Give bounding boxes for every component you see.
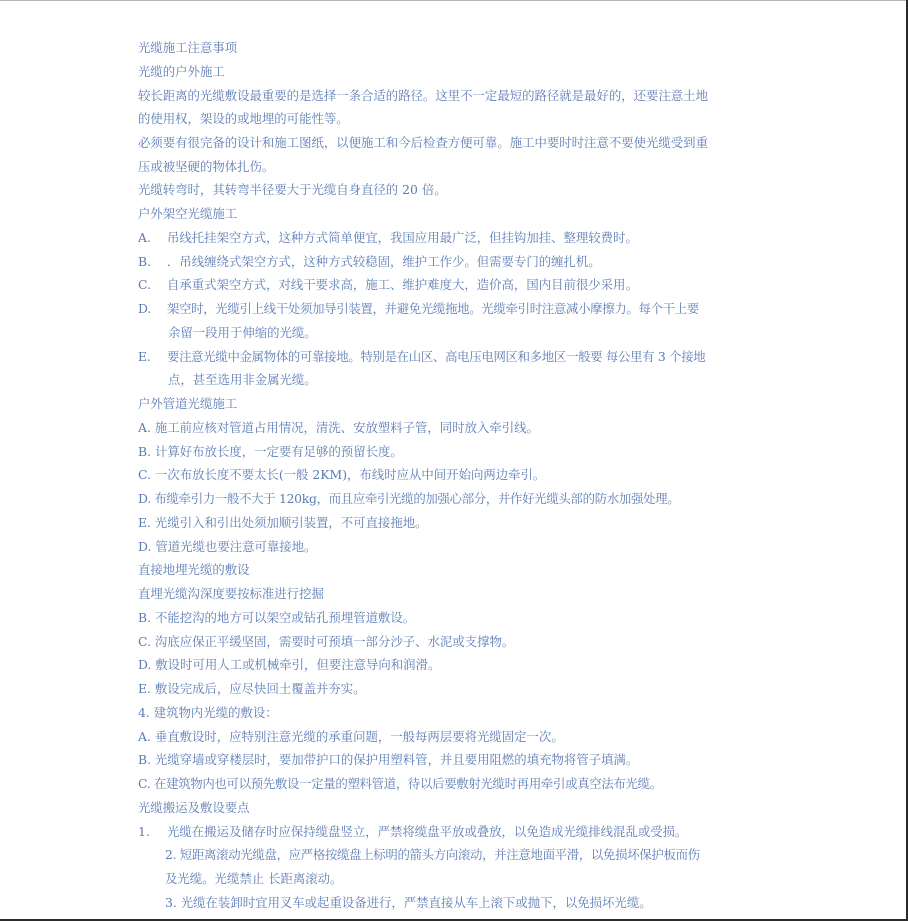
section-heading-outdoor: 光缆的户外施工	[138, 65, 225, 79]
list-marker: B.	[138, 255, 152, 269]
list-marker: A.	[138, 231, 151, 245]
list-line: C. 一次布放长度不要太长(一般 2KM)，布线时应从中间开始向两边牵引。	[138, 468, 546, 482]
list-line: A. 垂直敷设时，应特别注意光缆的承重问题，一般每两层要将光缆固定一次。	[138, 730, 564, 744]
list-line: B. 计算好布放长度，一定要有足够的预留长度。	[138, 445, 403, 459]
list-item	[138, 350, 778, 364]
list-item	[138, 278, 778, 292]
section-heading-buried: 直接地埋光缆的敷设	[138, 563, 250, 577]
list-line: C. 沟底应保正平缓坚固，需要时可预填一部分沙子、水泥或支撑物。	[138, 635, 515, 649]
section-heading-aerial: 户外架空光缆施工	[138, 207, 238, 221]
list-line: C. 在建筑物内也可以预先敷设一定量的塑料管道，待以后要敷射光缆时再用牵引或真空法布光缆。	[138, 777, 662, 791]
list-item-text: 要注意光缆中金属物体的可靠接地。特别是在山区、高电压电网区和多地区一般要 每公里有 3 个接地	[167, 350, 706, 364]
paragraph-line: 压或被坚硬的物体扎伤。	[138, 160, 275, 174]
list-item-continuation: 点，甚至选用非金属光缆。	[168, 373, 317, 387]
paragraph-line: 的使用权，架设的或地埋的可能性等。	[138, 112, 349, 126]
list-line: D. 管道光缆也要注意可靠接地。	[138, 540, 317, 554]
list-item-text: ．吊线缠绕式架空方式，这种方式较稳固，维护工作少。但需要专门的缠扎机。	[167, 255, 601, 269]
list-line-continuation: 及光缆。光缆禁止 长距离滚动。	[165, 872, 343, 886]
list-item-continuation: 余留一段用于伸缩的光缆。	[168, 326, 317, 340]
list-item-text: 架空时，光缆引上线干处须加导引装置，并避免光缆拖地。光缆牵引时注意减小摩擦力。每个干上要	[167, 302, 699, 316]
paragraph-line: 较长距离的光缆敷设最重要的是选择一条合适的路径。这里不一定最短的路径就是最好的，还要注意土地	[138, 89, 708, 103]
list-line: D. 敷设时可用人工或机械牵引，但要注意导向和润滑。	[138, 658, 441, 672]
list-line: D. 布缆牵引力一般不大于 120kg，而且应牵引光缆的加强心部分，并作好光缆头部的防水加强处理。	[138, 492, 680, 506]
list-item	[138, 302, 778, 316]
section-heading-duct: 户外管道光缆施工	[138, 397, 238, 411]
list-item	[138, 231, 778, 245]
list-marker: E.	[138, 350, 151, 364]
paragraph-line: 光缆转弯时，其转弯半径要大于光缆自身直径的 20 倍。	[138, 183, 447, 197]
paragraph-line: 必须要有很完备的设计和施工图纸，以便施工和今后检查方便可靠。施工中要时时注意不要使光缆受到重	[138, 136, 708, 150]
list-line: 直埋光缆沟深度要按标准进行挖掘	[138, 587, 324, 601]
list-line: B. 不能挖沟的地方可以架空或钻孔预埋管道敷设。	[138, 611, 416, 625]
list-line: 2. 短距离滚动光缆盘，应严格按缆盘上标明的箭头方向滚动，并注意地面平滑，以免损坏保护板而伤	[165, 848, 700, 862]
list-line: B. 光缆穿墙或穿楼层时，要加带护口的保护用塑料管，并且要用阻燃的填充物将管子填满。	[138, 753, 639, 767]
list-item-text: 吊线托挂架空方式，这种方式简单便宜，我国应用最广泛，但挂钩加挂、整理较费时。	[167, 231, 638, 245]
section-heading-transport: 光缆搬运及敷设要点	[138, 801, 250, 815]
list-line: E. 光缆引入和引出处须加顺引装置，不可直接拖地。	[138, 516, 428, 530]
list-marker: D.	[138, 302, 151, 316]
list-marker: C.	[138, 278, 151, 292]
list-marker: 1.	[138, 825, 150, 839]
section-heading-indoor: 4. 建筑物内光缆的敷设：	[138, 706, 278, 720]
document-title: 光缆施工注意事项	[138, 41, 238, 55]
list-item-text: 光缆在搬运及储存时应保持缆盘竖立，严禁将缆盘平放或叠放，以免造成光缆排线混乱或受损。	[167, 825, 688, 839]
list-item-text: 自承重式架空方式，对线干要求高，施工、维护难度大，造价高，国内目前很少采用。	[167, 278, 638, 292]
list-item	[138, 255, 778, 269]
list-line: E. 敷设完成后，应尽快回土覆盖并夯实。	[138, 682, 366, 696]
list-item	[138, 825, 778, 839]
list-line: A. 施工前应核对管道占用情况，清洗、安放塑料子管，同时放入牵引线。	[138, 421, 539, 435]
list-line: 3. 光缆在装卸时宜用叉车或起重设备进行，严禁直接从车上滚下或抛下，以免损坏光缆。	[165, 896, 652, 910]
